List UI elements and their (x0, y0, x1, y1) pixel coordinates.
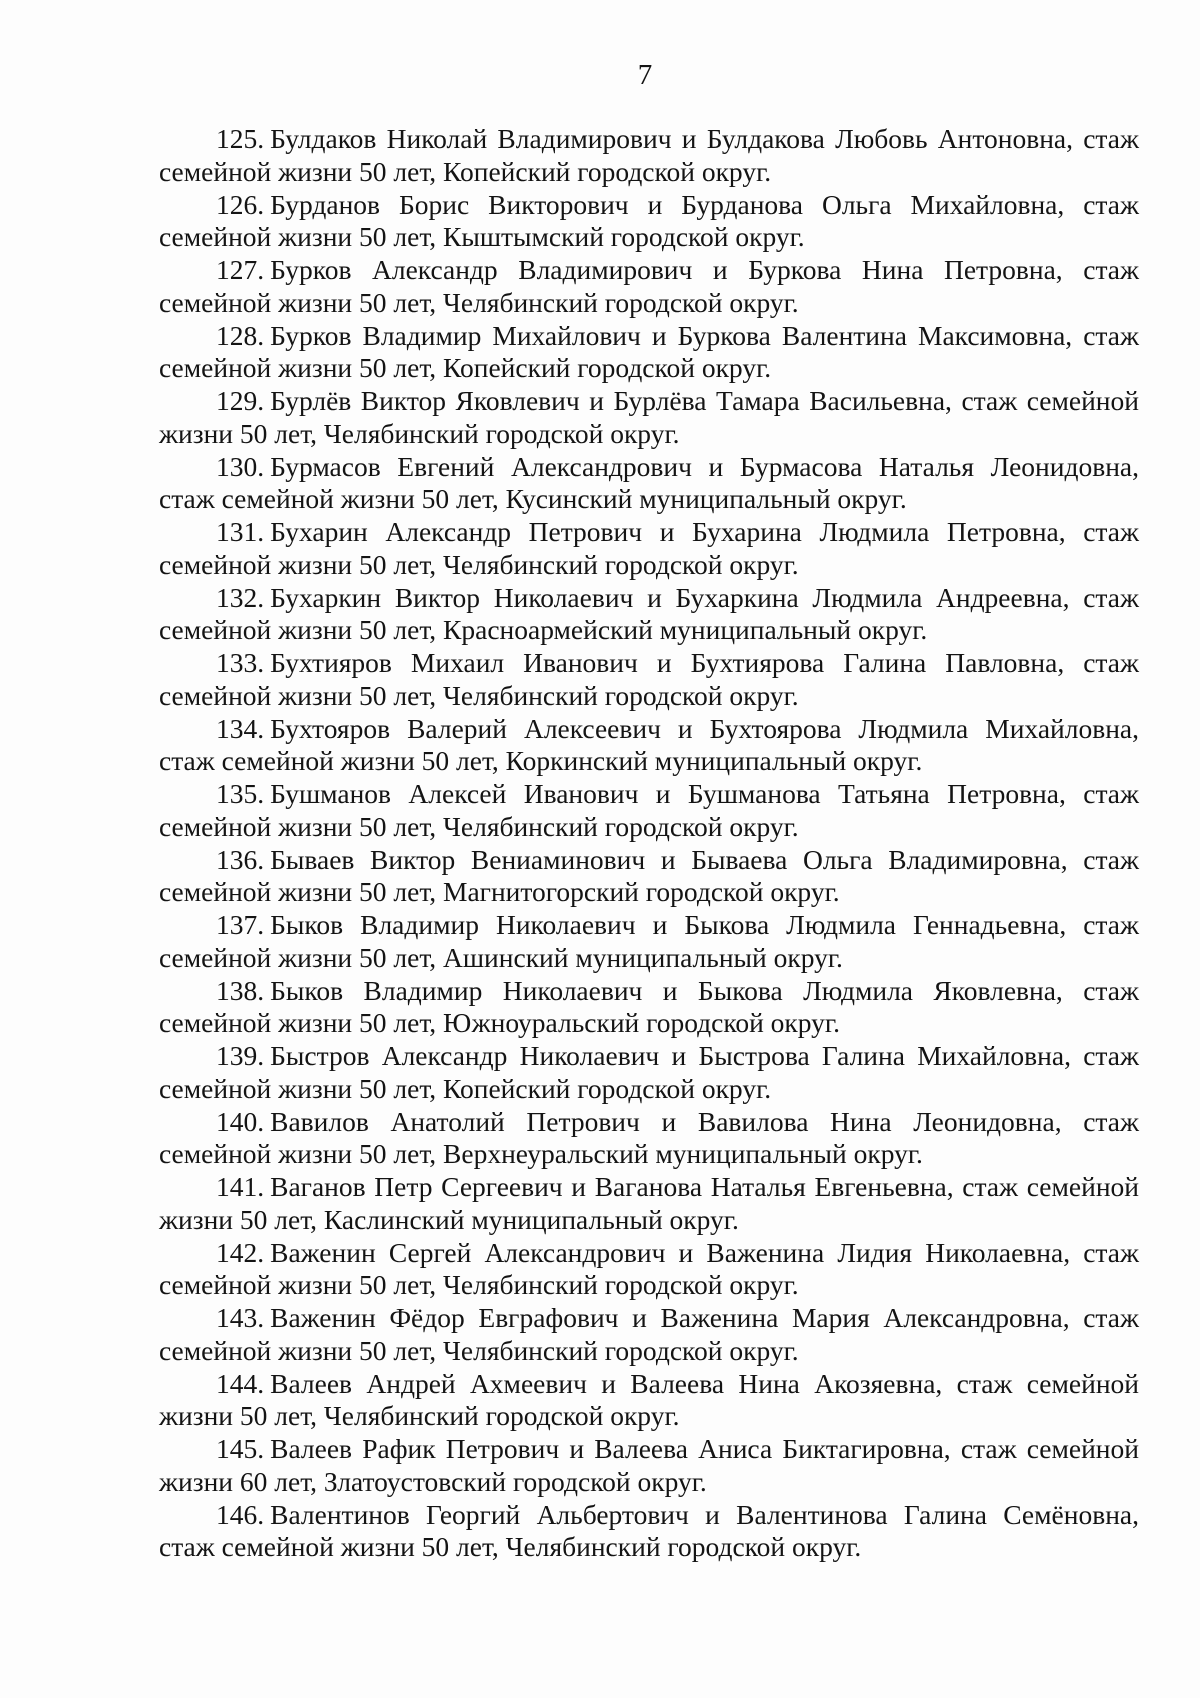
item-number: 140. (216, 1105, 265, 1137)
item-text: Бываев Виктор Вениаминович и Бываева Ольга Владимировна, стаж семейной жизни 50 лет, Магнитогорский городской округ. (159, 843, 1139, 908)
list-item (159, 189, 1139, 255)
list-item (159, 909, 1139, 975)
item-number: 142. (216, 1236, 265, 1268)
award-list (159, 123, 1139, 1564)
page-number: 7 (637, 59, 653, 91)
item-number: 133. (216, 647, 265, 678)
item-text: Бухтияров Михаил Иванович и Бухтиярова Галина Павловна, стаж семейной жизни 50 лет, Челябинский городской округ. (159, 647, 1139, 711)
item-text: Ваганов Петр Сергеевич и Ваганова Наталья Евгеньевна, стаж семейной жизни 50 лет, Каслинский муниципальный округ. (159, 1171, 1139, 1235)
item-number: 128. (216, 319, 265, 351)
list-item (159, 975, 1139, 1041)
list-item (159, 778, 1139, 844)
list-item (159, 713, 1139, 779)
list-item (159, 1499, 1139, 1565)
item-number: 132. (216, 581, 265, 613)
item-text: Важенин Фёдор Евграфович и Важенина Мария Александровна, стаж семейной жизни 50 лет, Челябинский городской округ. (159, 1302, 1139, 1366)
list-item (159, 385, 1139, 451)
list-item (159, 123, 1139, 189)
item-number: 127. (216, 254, 265, 285)
item-number: 125. (216, 123, 265, 154)
list-item (159, 1237, 1139, 1303)
list-item (159, 1433, 1139, 1499)
list-item (159, 1171, 1139, 1237)
item-number: 145. (216, 1433, 265, 1464)
item-text: Валеев Рафик Петрович и Валеева Аниса Биктагировна, стаж семейной жизни 60 лет, Златоустовский городской округ. (159, 1433, 1139, 1497)
list-item (159, 516, 1139, 582)
item-text: Бухаркин Виктор Николаевич и Бухаркина Людмила Андреевна, стаж семейной жизни 50 лет, Красноармейский муниципальный округ. (159, 581, 1139, 646)
item-text: Бурлёв Виктор Яковлевич и Бурлёва Тамара Васильевна, стаж семейной жизни 50 лет, Челябинский городской округ. (159, 385, 1139, 449)
item-text: Булдаков Николай Владимирович и Булдакова Любовь Антоновна, стаж семейной жизни 50 лет, Копейский городской округ. (159, 123, 1139, 187)
item-text: Бурков Владимир Михайлович и Буркова Валентина Максимовна, стаж семейной жизни 50 лет, Копейский городской округ. (159, 319, 1139, 384)
list-item (159, 451, 1139, 517)
list-item (159, 647, 1139, 713)
item-number: 134. (216, 712, 265, 744)
item-number: 138. (216, 974, 265, 1006)
list-item (159, 582, 1139, 648)
list-item (159, 844, 1139, 910)
item-text: Валеев Андрей Ахмеевич и Валеева Нина Акозяевна, стаж семейной жизни 50 лет, Челябинский городской округ. (159, 1367, 1139, 1432)
item-text: Бурданов Борис Викторович и Бурданова Ольга Михайловна, стаж семейной жизни 50 лет, Кыштымский городской округ. (159, 188, 1139, 253)
item-text: Важенин Сергей Александрович и Важенина Лидия Николаевна, стаж семейной жизни 50 лет, Челябинский городской округ. (159, 1236, 1139, 1301)
item-number: 144. (216, 1367, 265, 1399)
item-number: 126. (216, 188, 265, 220)
item-number: 131. (216, 516, 265, 547)
item-text: Бухарин Александр Петрович и Бухарина Людмила Петровна, стаж семейной жизни 50 лет, Челябинский городской округ. (159, 516, 1139, 580)
item-number: 130. (216, 450, 265, 482)
item-number: 139. (216, 1040, 265, 1071)
item-text: Бухтояров Валерий Алексеевич и Бухтоярова Людмила Михайловна, стаж семейной жизни 50 лет, Коркинский муниципальный округ. (159, 712, 1139, 777)
item-text: Бурмасов Евгений Александрович и Бурмасова Наталья Леонидовна, стаж семейной жизни 50 лет, Кусинский муниципальный округ. (159, 450, 1139, 515)
item-text: Быков Владимир Николаевич и Быкова Людмила Яковлевна, стаж семейной жизни 50 лет, Южноуральский городской округ. (159, 974, 1139, 1039)
item-number: 135. (216, 778, 265, 809)
item-number: 146. (216, 1498, 265, 1530)
list-item (159, 320, 1139, 386)
item-text: Вавилов Анатолий Петрович и Вавилова Нина Леонидовна, стаж семейной жизни 50 лет, Верхнеуральский муниципальный округ. (159, 1105, 1139, 1170)
list-item (159, 254, 1139, 320)
item-number: 129. (216, 385, 265, 416)
item-text: Валентинов Георгий Альбертович и Валентинова Галина Семёновна, стаж семейной жизни 50 лет, Челябинский городской округ. (159, 1498, 1139, 1563)
list-item (159, 1040, 1139, 1106)
item-text: Бушманов Алексей Иванович и Бушманова Татьяна Петровна, стаж семейной жизни 50 лет, Челябинский городской округ. (159, 778, 1139, 842)
item-number: 141. (216, 1171, 265, 1202)
list-item (159, 1106, 1139, 1172)
list-item (159, 1302, 1139, 1368)
item-text: Быков Владимир Николаевич и Быкова Людмила Геннадьевна, стаж семейной жизни 50 лет, Ашинский муниципальный округ. (159, 909, 1139, 973)
item-text: Бурков Александр Владимирович и Буркова Нина Петровна, стаж семейной жизни 50 лет, Челябинский городской округ. (159, 254, 1139, 318)
item-text: Быстров Александр Николаевич и Быстрова Галина Михайловна, стаж семейной жизни 50 лет, Копейский городской округ. (159, 1040, 1139, 1104)
item-number: 136. (216, 843, 265, 875)
item-number: 143. (216, 1302, 265, 1333)
list-item (159, 1368, 1139, 1434)
item-number: 137. (216, 909, 265, 940)
